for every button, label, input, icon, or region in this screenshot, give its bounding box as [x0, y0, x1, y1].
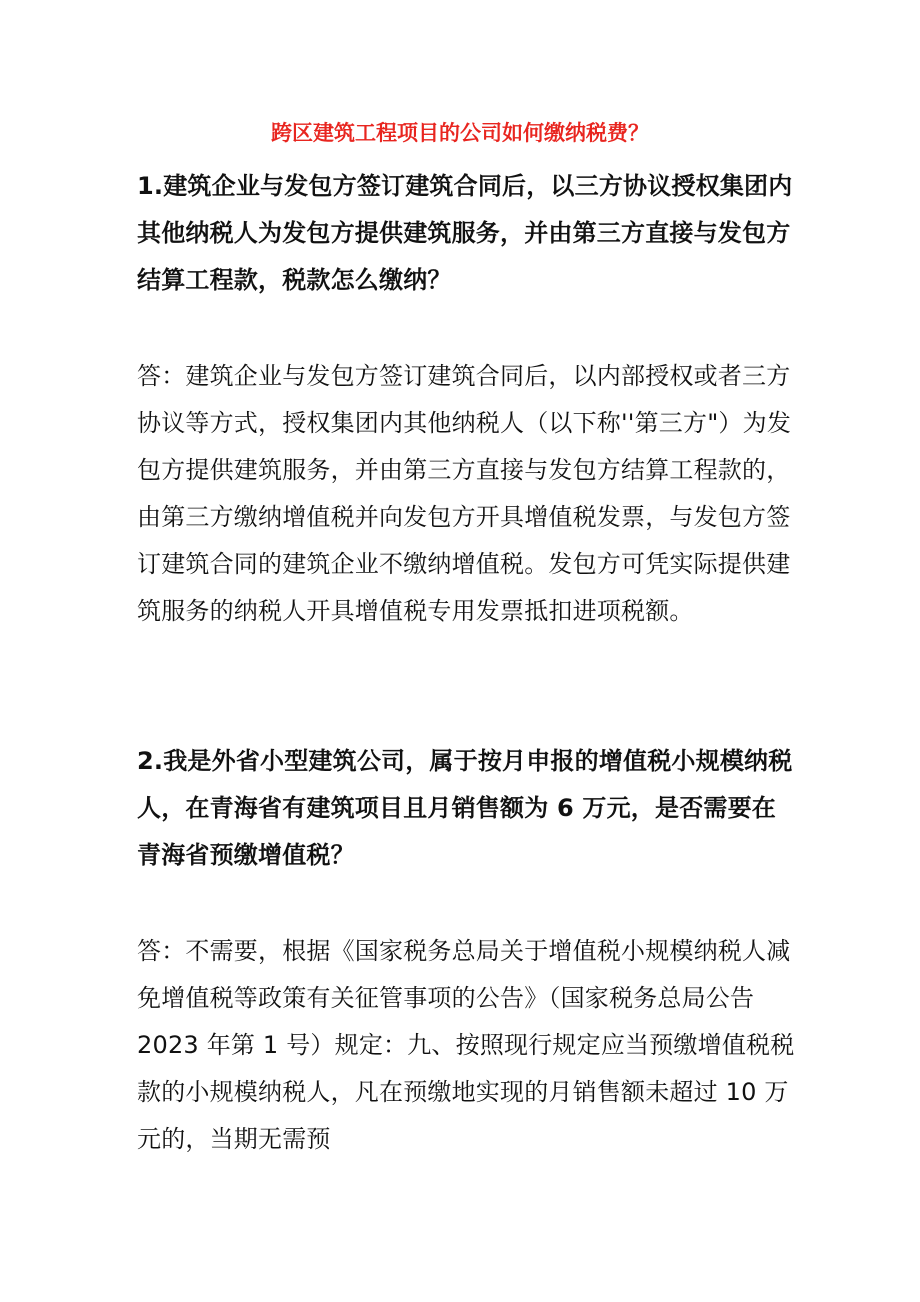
- answer-2: 答：不需要，根据《国家税务总局关于增值税小规模纳税人减免增值税等政策有关征管事项的公告》（国家税务总局公告 2023 年第 1 号）规定：九、按照现行规定应当预缴增值税税款的小规模纳税人，凡在预缴地实现的月销售额未超过 10 万元的，当期无需预: [137, 937, 795, 1153]
- question-1: 1.建筑企业与发包方签订建筑合同后，以三方协议授权集团内其他纳税人为发包方提供建筑服务，并由第三方直接与发包方结算工程款，税款怎么缴纳？: [137, 172, 793, 294]
- answer-1: 答：建筑企业与发包方签订建筑合同后，以内部授权或者三方协议等方式，授权集团内其他纳税人（以下称''第三方"）为发包方提供建筑服务，并由第三方直接与发包方结算工程款的，由第三方缴纳增值税并向发包方开具增值税发票，与发包方签订建筑合同的建筑企业不缴纳增值税。发包方可凭实际提供建筑服务的纳税人开具增值税专用发票抵扣进项税额。: [137, 362, 792, 625]
- document-title: 跨区建筑工程项目的公司如何缴纳税费？: [271, 121, 649, 145]
- question-2: 2.我是外省小型建筑公司，属于按月申报的增值税小规模纳税人，在青海省有建筑项目且月销售额为 6 万元，是否需要在青海省预缴增值税？: [137, 747, 793, 869]
